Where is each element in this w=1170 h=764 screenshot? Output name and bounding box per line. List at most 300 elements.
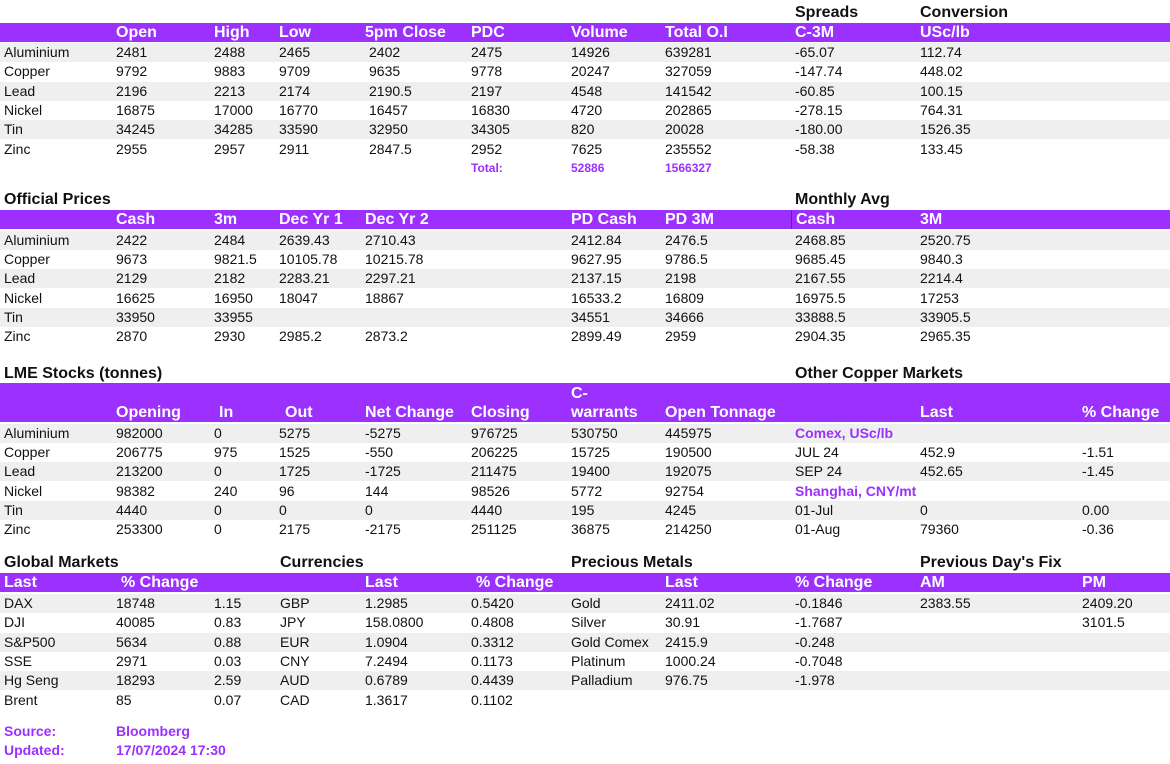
precious-metals-title: Precious Metals (571, 554, 693, 571)
stocks-cell: 144 (365, 482, 389, 499)
col-avg-3m: 3M (920, 211, 943, 228)
markets-cell: 0.6789 (365, 672, 408, 689)
spreads-cell: 112.74 (920, 44, 962, 60)
markets-cell: 1000.24 (665, 652, 716, 669)
spreads-cell: 34285 (214, 121, 253, 138)
markets-cell: 18293 (116, 672, 155, 689)
col-other-change: % Change (1082, 404, 1160, 421)
spreads-cell: 2955 (116, 140, 148, 157)
markets-cell: Gold (571, 595, 601, 611)
contract-change: 0.00 (1082, 501, 1110, 518)
contract-label: SEP 24 (795, 463, 843, 480)
spreads-cell: 16875 (116, 101, 155, 118)
price-cell: 2198 (665, 270, 697, 287)
official-row-lead (0, 269, 1170, 288)
markets-cell: -1.7687 (795, 614, 843, 631)
col-in: In (219, 404, 234, 421)
metal-name: Lead (4, 463, 36, 480)
col-open: Open (116, 24, 157, 41)
contract-last: 452.9 (920, 444, 956, 461)
price-cell: 2214.4 (920, 270, 963, 287)
spreads-cell: 141542 (665, 82, 712, 99)
col-c-warrants-line2: warrants (571, 404, 638, 421)
markets-cell: 1.0904 (365, 633, 408, 650)
stocks-cell: 251125 (471, 521, 517, 537)
contract-last: 452.65 (920, 463, 963, 480)
spreads-cell: 20247 (571, 63, 610, 80)
price-cell: 33905.5 (920, 308, 971, 325)
metal-name: Copper (4, 63, 50, 80)
spreads-cell: 2847.5 (369, 140, 412, 157)
spreads-cell: 2911 (279, 140, 310, 157)
spreads-cell: 820 (571, 121, 595, 138)
global-markets-title: Global Markets (4, 554, 119, 571)
stocks-cell: -5275 (365, 425, 401, 441)
price-cell: 2297.21 (365, 270, 416, 287)
markets-row-4 (0, 671, 1170, 690)
markets-cell: Gold Comex (571, 633, 649, 650)
source-label: Source: (4, 723, 57, 739)
markets-cell: 2409.20 (1082, 595, 1133, 611)
price-cell: 9685.45 (795, 251, 846, 268)
spreads-cell: 34245 (116, 121, 155, 138)
markets-cell: JPY (280, 614, 306, 631)
col-5pm-close: 5pm Close (365, 24, 446, 41)
markets-cell: S&P500 (4, 633, 56, 650)
stocks-cell: 982000 (116, 425, 163, 441)
metal-name: Copper (4, 444, 50, 461)
markets-cell: Palladium (571, 672, 633, 689)
spreads-cell: 9709 (279, 63, 311, 80)
total-label: Total: (471, 161, 503, 175)
spreads-cell: -180.00 (795, 121, 843, 138)
col-fx-change: % Change (476, 574, 554, 591)
metal-name: Nickel (4, 289, 43, 306)
spreads-cell: 16830 (471, 101, 510, 118)
spreads-row-lead (0, 82, 1170, 101)
metal-name: Copper (4, 251, 50, 268)
spreads-cell: 639281 (665, 44, 712, 60)
spreads-cell: 17000 (214, 101, 253, 118)
metal-name: Zinc (4, 140, 31, 157)
markets-cell: 2971 (116, 652, 148, 669)
markets-cell: 0.3312 (471, 633, 514, 650)
spreads-row-zinc (0, 140, 1170, 159)
contract-last: 79360 (920, 521, 959, 537)
price-cell: 10105.78 (279, 251, 338, 268)
stocks-cell: 4440 (116, 501, 148, 518)
stocks-cell: -1725 (365, 463, 401, 480)
bottom-header-row (0, 573, 1170, 592)
stocks-cell: 192075 (665, 463, 712, 480)
metal-name: Tin (4, 308, 23, 325)
markets-row-0 (0, 594, 1170, 613)
updated-value: 17/07/2024 17:30 (116, 742, 226, 758)
spreads-cell: 764.31 (920, 101, 963, 118)
price-cell: 9673 (116, 251, 148, 268)
metal-name: Zinc (4, 328, 31, 344)
stocks-cell: 240 (214, 482, 238, 499)
markets-cell: 3101.5 (1082, 614, 1125, 631)
stocks-cell: 0 (279, 501, 287, 518)
price-cell: 2137.15 (571, 270, 622, 287)
metal-name: Aluminium (4, 44, 70, 60)
stocks-cell: 1525 (279, 444, 311, 461)
spreads-row-nickel (0, 101, 1170, 120)
spreads-cell: 2465 (279, 44, 311, 60)
markets-cell: 1.2985 (365, 595, 408, 611)
spreads-cell: 448.02 (920, 63, 963, 80)
col-global-last: Last (4, 574, 37, 591)
markets-row-3 (0, 652, 1170, 671)
price-cell: 16975.5 (795, 289, 846, 306)
price-cell: 2873.2 (365, 328, 408, 344)
spreads-cell: 202865 (665, 101, 712, 118)
header-divider (791, 210, 792, 229)
markets-cell: Hg Seng (4, 672, 59, 689)
markets-cell: 0.1173 (471, 652, 513, 669)
price-cell: 17253 (920, 289, 959, 306)
spreads-cell: 2475 (471, 44, 503, 60)
price-cell: 9840.3 (920, 251, 963, 268)
price-cell: 2930 (214, 328, 246, 344)
price-cell: 16950 (214, 289, 253, 306)
stocks-cell: 15725 (571, 444, 610, 461)
markets-cell: GBP (280, 595, 310, 611)
conversion-title: Conversion (920, 4, 1009, 21)
spreads-cell: 327059 (665, 63, 712, 80)
stocks-row-lead (0, 462, 1170, 481)
col-high: High (214, 24, 250, 41)
spreads-cell: 9883 (214, 63, 246, 80)
spreads-cell: 2213 (214, 82, 246, 99)
contract-change: -1.51 (1082, 444, 1114, 461)
stocks-cell: -550 (365, 444, 394, 461)
col-dec-yr-1: Dec Yr 1 (279, 211, 343, 228)
price-cell: 9786.5 (665, 251, 708, 268)
markets-cell: 976.75 (665, 672, 708, 689)
spreads-cell: 9635 (369, 63, 401, 80)
markets-cell: 2.59 (214, 672, 242, 689)
spreads-cell: 2197 (471, 82, 503, 99)
markets-cell: 5634 (116, 633, 148, 650)
markets-cell: 85 (116, 691, 132, 708)
markets-cell: SSE (4, 652, 33, 669)
spreads-cell: 235552 (665, 140, 712, 157)
markets-cell: 0.4808 (471, 614, 514, 631)
col-volume: Volume (571, 24, 628, 41)
stocks-cell: 0 (214, 463, 222, 480)
total-oi: 1566327 (665, 161, 712, 175)
price-cell: 2639.43 (279, 232, 330, 248)
price-cell: 34551 (571, 308, 610, 325)
official-row-zinc (0, 327, 1170, 346)
markets-cell: 18748 (116, 595, 155, 611)
official-row-aluminium (0, 231, 1170, 250)
contract-label: 01-Jul (795, 501, 834, 518)
markets-row-5 (0, 691, 1170, 710)
markets-row-1 (0, 613, 1170, 632)
spreads-cell: 9792 (116, 63, 148, 80)
price-cell: 2710.43 (365, 232, 416, 248)
price-cell: 34666 (665, 308, 704, 325)
stocks-cell: 0 (365, 501, 373, 518)
stocks-cell: 0 (214, 425, 222, 441)
spreads-cell: 100.15 (920, 82, 963, 99)
stocks-cell: 36875 (571, 521, 610, 537)
stocks-cell: 4440 (471, 501, 503, 518)
col-low: Low (279, 24, 311, 41)
price-cell: 16809 (665, 289, 704, 306)
spreads-cell: 16770 (279, 101, 318, 118)
price-cell: 16625 (116, 289, 155, 306)
col-3m: 3m (214, 211, 238, 228)
col-pm-last: Last (665, 574, 698, 591)
stocks-row-aluminium (0, 424, 1170, 443)
price-cell: 2422 (116, 232, 148, 248)
contract-change: -1.45 (1082, 463, 1114, 480)
spreads-row-tin (0, 120, 1170, 139)
price-cell: 2167.55 (795, 270, 846, 287)
contract-label: 01-Aug (795, 521, 841, 537)
metal-name: Nickel (4, 101, 43, 118)
market-section-label: Comex, USc/lb (795, 425, 894, 441)
markets-cell: 1.3617 (365, 691, 408, 708)
stocks-cell: 0 (214, 521, 222, 537)
spreads-cell: 2957 (214, 140, 246, 157)
price-cell: 33888.5 (795, 308, 846, 325)
markets-cell: CNY (280, 652, 310, 669)
col-pm-change: % Change (795, 574, 873, 591)
markets-cell: 0.03 (214, 652, 242, 669)
markets-cell: 0.4439 (471, 672, 514, 689)
price-cell: 2468.85 (795, 232, 846, 248)
col-c-warrants-line1: C- (571, 385, 588, 402)
stocks-cell: 190500 (665, 444, 712, 461)
col-total-oi: Total O.I (665, 24, 728, 41)
col-pd-3m: PD 3M (665, 211, 714, 228)
markets-cell: 40085 (116, 614, 155, 631)
stocks-cell: 1725 (279, 463, 311, 480)
market-section-label: Shanghai, CNY/mt (795, 482, 917, 499)
stocks-cell: 5772 (571, 482, 603, 499)
spreads-cell: -60.85 (795, 82, 835, 99)
spreads-cell: 133.45 (920, 140, 963, 157)
spreads-cell: 2481 (116, 44, 148, 60)
metal-name: Tin (4, 121, 23, 138)
stocks-cell: 195 (571, 501, 595, 518)
col-dec-yr-2: Dec Yr 2 (365, 211, 429, 228)
markets-cell: 2383.55 (920, 595, 971, 611)
stocks-cell: 530750 (571, 425, 618, 441)
markets-cell: AUD (280, 672, 310, 689)
markets-cell: 0.1102 (471, 691, 513, 708)
markets-cell: -0.7048 (795, 652, 843, 669)
col-fix-am: AM (920, 574, 945, 591)
markets-cell: DAX (4, 595, 33, 611)
spreads-cell: 2402 (369, 44, 401, 60)
markets-cell: 2411.02 (665, 595, 715, 611)
spreads-cell: 7625 (571, 140, 603, 157)
price-cell: 9627.95 (571, 251, 622, 268)
col-fx-last: Last (365, 574, 398, 591)
markets-cell: CAD (280, 691, 310, 708)
price-cell: 2899.49 (571, 328, 622, 344)
col-usc-lb: USc/lb (920, 24, 970, 41)
col-global-change: % Change (121, 574, 199, 591)
col-fix-pm: PM (1082, 574, 1106, 591)
metal-name: Lead (4, 82, 36, 99)
stocks-cell: 975 (214, 444, 238, 461)
col-avg-cash: Cash (796, 211, 836, 228)
spreads-cell: 4720 (571, 101, 603, 118)
markets-cell: 0.88 (214, 633, 242, 650)
official-row-copper (0, 250, 1170, 269)
metal-name: Aluminium (4, 232, 70, 248)
col-net-change: Net Change (365, 404, 454, 421)
price-cell: 2959 (665, 328, 697, 344)
price-cell: 33955 (214, 308, 253, 325)
spreads-cell: 16457 (369, 101, 408, 118)
stocks-row-copper (0, 443, 1170, 462)
price-cell: 2965.35 (920, 328, 971, 344)
col-pd-cash: PD Cash (571, 211, 637, 228)
price-cell: 9821.5 (214, 251, 257, 268)
col-opening: Opening (116, 404, 181, 421)
updated-label: Updated: (4, 742, 65, 758)
stocks-cell: 0 (214, 501, 222, 518)
col-c-3m: C-3M (795, 24, 835, 41)
price-cell: 2870 (116, 328, 148, 344)
price-cell: 2129 (116, 270, 148, 287)
price-cell: 10215.78 (365, 251, 424, 268)
metal-name: Nickel (4, 482, 43, 499)
spreads-cell: 4548 (571, 82, 603, 99)
stocks-cell: 4245 (665, 501, 697, 518)
stocks-cell: 976725 (471, 425, 518, 441)
markets-cell: Platinum (571, 652, 626, 669)
stocks-cell: 206775 (116, 444, 163, 461)
total-volume: 52886 (571, 161, 605, 175)
spreads-row-copper (0, 62, 1170, 81)
stocks-cell: -2175 (365, 521, 401, 537)
markets-row-2 (0, 633, 1170, 652)
markets-cell: 0.07 (214, 691, 242, 708)
spreads-cell: 2174 (279, 82, 311, 99)
markets-cell: 1.15 (214, 595, 242, 611)
contract-last: 0 (920, 501, 928, 518)
metal-name: Lead (4, 270, 36, 287)
price-cell: 2484 (214, 232, 246, 248)
stocks-cell: 19400 (571, 463, 610, 480)
col-out: Out (285, 404, 313, 421)
col-cash: Cash (116, 211, 156, 228)
spreads-cell: 1526.35 (920, 121, 971, 138)
stocks-cell: 5275 (279, 425, 311, 441)
official-row-tin (0, 308, 1170, 327)
markets-cell: DJI (4, 614, 25, 631)
spreads-cell: -58.38 (795, 140, 835, 157)
price-cell: 33950 (116, 308, 155, 325)
markets-cell: -1.978 (795, 672, 835, 689)
price-cell: 16533.2 (571, 289, 622, 306)
stocks-cell: 214250 (665, 521, 712, 537)
stocks-row-tin (0, 501, 1170, 520)
markets-cell: -0.1846 (795, 595, 843, 611)
lme-stocks-title: LME Stocks (tonnes) (4, 365, 163, 382)
spreads-cell: -147.74 (795, 63, 843, 80)
col-open-tonnage: Open Tonnage (665, 404, 776, 421)
stocks-cell: 206225 (471, 444, 518, 461)
price-cell: 2283.21 (279, 270, 330, 287)
markets-cell: -0.248 (795, 633, 835, 650)
stocks-cell: 2175 (279, 521, 311, 537)
markets-cell: 158.0800 (365, 614, 424, 631)
stocks-header-row (0, 383, 1170, 422)
spreads-cell: -278.15 (795, 101, 843, 118)
spreads-cell: 32950 (369, 121, 408, 138)
stocks-cell: 92754 (665, 482, 704, 499)
price-cell: 18867 (365, 289, 404, 306)
price-cell: 2904.35 (795, 328, 846, 344)
price-cell: 2182 (214, 270, 246, 287)
markets-cell: 0.5420 (471, 595, 514, 611)
markets-cell: 7.2494 (365, 652, 408, 669)
spreads-cell: 2488 (214, 44, 246, 60)
spreads-cell: 2952 (471, 140, 503, 157)
currencies-title: Currencies (280, 554, 364, 571)
monthly-avg-title: Monthly Avg (795, 191, 890, 208)
stocks-row-nickel (0, 482, 1170, 501)
other-copper-title: Other Copper Markets (795, 365, 964, 382)
stocks-cell: 213200 (116, 463, 163, 480)
stocks-cell: 96 (279, 482, 295, 499)
markets-cell: Brent (4, 691, 38, 708)
spreads-row-aluminium (0, 43, 1170, 62)
spreads-cell: 33590 (279, 121, 318, 138)
stocks-row-zinc (0, 520, 1170, 539)
spreads-cell: 20028 (665, 121, 704, 138)
stocks-cell: 98526 (471, 482, 510, 499)
contract-label: JUL 24 (795, 444, 839, 461)
official-prices-title: Official Prices (4, 191, 111, 208)
spreads-title: Spreads (795, 4, 859, 21)
price-cell: 2412.84 (571, 232, 622, 248)
stocks-cell: 253300 (116, 521, 163, 537)
markets-cell: 30.91 (665, 614, 701, 631)
official-row-nickel (0, 289, 1170, 308)
source-value: Bloomberg (116, 723, 190, 739)
price-cell: 2520.75 (920, 232, 971, 248)
spreads-cell: 2196 (116, 82, 148, 99)
metal-name: Aluminium (4, 425, 70, 441)
previous-fix-title: Previous Day's Fix (920, 554, 1062, 571)
price-cell: 2476.5 (665, 232, 708, 248)
stocks-cell: 211475 (471, 463, 517, 480)
spreads-cell: -65.07 (795, 44, 835, 60)
spreads-header-row (0, 23, 1170, 42)
col-other-last: Last (920, 404, 953, 421)
contract-change: -0.36 (1082, 521, 1114, 537)
spreads-cell: 2190.5 (369, 82, 412, 99)
spreads-cell: 14926 (571, 44, 610, 60)
markets-cell: 0.83 (214, 614, 242, 631)
spreads-cell: 9778 (471, 63, 503, 80)
col-pdc: PDC (471, 24, 505, 41)
markets-cell: EUR (280, 633, 310, 650)
markets-cell: Silver (571, 614, 607, 631)
stocks-cell: 445975 (665, 425, 712, 441)
